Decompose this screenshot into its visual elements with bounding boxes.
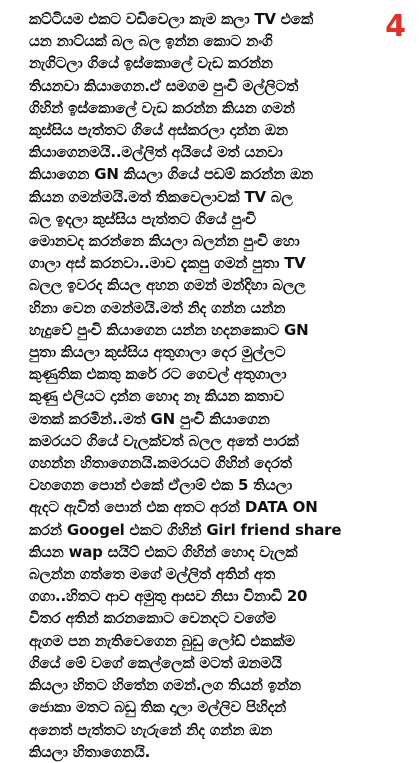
story-line: ගහන්න හිතාගෙනයි.කමරයට ගිහින් දෙරත් [29,454,292,473]
story-line: කියලා හිතට හිතේන ගමන්.ලග තියන් ඉන්න [29,676,301,695]
story-line: හිනා වෙන ගමන්මයි.මත් නිද ගන්න යන්න [29,298,286,317]
story-line: ගාලා අස් කරනවා..මාව දැකපු ගමන් පුතා TV [29,254,306,273]
story-line: කුස්සිය පැත්තට ගියේ අස්කරලා දාන්න ඔන [29,121,288,140]
story-line: හැදුවේ පුංචි කියාගෙන යන්න හදනකොට GN [29,320,309,339]
story-line: කුණු එලියට දාන්න හොද නෑ කියන කතාව [29,387,284,406]
page-number: 4 [385,9,406,44]
story-line: විතර අතින් කරනකොට වෙනදට වගේම [29,609,276,628]
story-line: ඇගම පන නැතිවෙගෙන බුඩු ලෝඩ් එකක්ම [29,631,295,650]
story-line: ගගා..හිතට ආව අමුතු ආසව නිසා විනාඩි 20 [29,587,308,606]
story-line: පුතා කියලා කුස්සිය අතුගාලා දෙර මුල්ලට [29,343,286,362]
story-line: යන නාට්යක් බල බල ඉන්න කොට නංගි [29,32,273,51]
story-line: නැගිටලා ගියේ ඉස්කොලේ වැඩ කරන්න [29,54,273,73]
story-line: ගිහින් ඉස්කොලේ වැඩ කරන්න කියන ගමන් [29,98,295,117]
story-line: කරන් Googel එකට ගිහින් Girl friend share [29,520,342,539]
story-line: කුණුතික එකතු කරේ රට ගෙවල් අතුගාලා [29,365,287,384]
story-line: බලන්න ගත්තෙ මගේ මල්ලිත් අතින් අත [29,565,275,584]
story-line: කියන ගමන්මයි.මත් තිකවෙලාවක් TV බල [29,187,293,206]
story-line: කියාගෙන GN කියලා ගියේ පඩම් කරන්න ඔන [29,165,314,184]
story-line: කට්ටියම එකට වඩිවෙලා කැම කලා TV එකේ [29,10,313,28]
story-line: වහගෙන පොන් එකේ ඒලාම් එක 5 තියලා [29,476,292,495]
story-line: ගියේ මේ වගේ කෙල්ලෙක් මටත් ඔනමයි [29,653,282,672]
story-line: බල ඉදලා කුස්සිය පැත්තට ගියේ පුංචි [29,209,256,228]
story-text [29,8,389,763]
story-line: ජොකා මතට බඩු තික දාලා මල්ලිව පිහිදන් [29,698,287,717]
story-line: කියාගෙනමයි..මල්ලිත් අයියේ මත් යනවා [29,143,283,162]
story-line: කියලා හිතාගෙනයි. [29,742,151,761]
story-line: කියන wap සයිට් එකට ගිහින් හොද වැලක් [29,542,298,561]
story-line: මතක් කරමින්..මත් GN පුංචි කියාගෙන [29,409,270,428]
story-line: කමරයට ගියේ වැලක්වත් බලල අතේ පාරක් [29,431,299,450]
story-line: ඇදට ඇවිත් පොන් එක අතට අරන් DATA ON [29,498,318,517]
story-line: තියනවා කියාගෙන.ඒ සමගම පුංචි මල්ලිටත් [29,76,299,95]
story-line: අනෙත් පැත්තට හැරුනේ නිද ගන්න ඔන [29,720,273,739]
story-line: බලල ඉවරද කියල අහන ගමන් මන්දිහා බලල [29,276,306,295]
story-line: මොනවද කරන්නෙ කියලා බලන්න පුංචි හො [29,232,300,251]
